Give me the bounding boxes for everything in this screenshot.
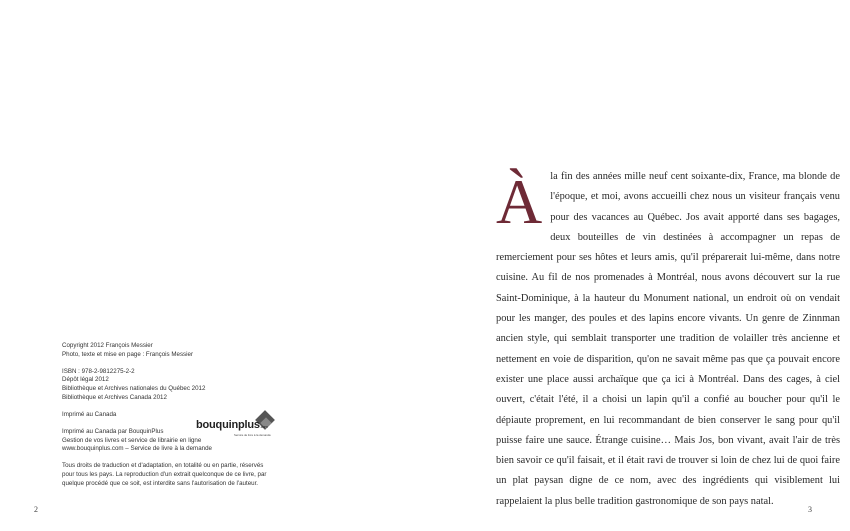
colophon-line: quelque procédé que ce soit, est interdite sans l'autorisation de l'auteur. (62, 479, 259, 487)
body-paragraph (496, 167, 840, 512)
logo-suffix: .com (259, 424, 268, 429)
colophon-line: Copyright 2012 François Messier (62, 342, 153, 349)
colophon-line: Gestion de vos livres et service de librairie en ligne (62, 436, 202, 444)
colophon-line: ISBN : 978-2-9812275-2-2 (62, 367, 135, 375)
logo-tagline: Service de livre à la demande (234, 433, 271, 437)
logo-word: bouquinplus (196, 419, 260, 431)
colophon-line: Imprimé au Canada par BouquinPlus (62, 427, 164, 435)
colophon-line: Bibliothèque et Archives Canada 2012 (62, 393, 167, 401)
right-page (425, 0, 850, 531)
page-number: 2 (34, 505, 38, 514)
colophon-line: pour tous les pays. La reproduction d'un extrait quelconque de ce livre, par (62, 470, 267, 478)
body-text: la fin des années mille neuf cent soixante-dix, France, ma blonde de l'époque, et moi, avons accueilli chez nous un visiteur français venu pour des vacances au Québec. Jos avait apporté dans ses bagages, deux bouteilles de vin destinées à accompagner un repas de remerciement pour ses hôtes et leurs amis, qu'il préparerait lui-même, dans notre cuisine. Au fil de nos promenades à Montréal, nous avons découvert sur la rue Saint-Dominique, à la hauteur du Monument national, un endroit où on vendait pour les manger, des poules et des lapins encore vivants. Un genre de Zinnman ancien style, qui semblait transporter une tradition de volailler très ancienne et nettement en voie de disparition, qu'on ne savait même pas que ça pouvait encore exister une place aussi archaïque que ça ici à Montréal. Dans des cages, à ciel ouvert, c'était l'été, il a choisi un lapin qu'il a confié au boucher pour qu'il le dépiaute proprement, en lui recommandant de bien conserver le sang pour qu'il puisse faire une sauce. Étrange cuisine… Mais Jos, bon vivant, avait l'air de très bien savoir ce qu'il faisait, et il était ravi de trouver si loin de chez lui de quoi faire un plat paysan digne de ce nom, avec des ingrédients qui visiblement lui rappelaient la plus belle tradition gastronomique de son pays natal. (496, 171, 840, 507)
colophon-line: Imprimé au Canada (62, 410, 117, 418)
drop-cap: À (496, 166, 543, 237)
colophon-line: Bibliothèque et Archives nationales du Québec 2012 (62, 384, 206, 392)
colophon-line: Photo, texte et mise en page : François Messier (62, 350, 194, 358)
colophon-line: Dépôt légal 2012 (62, 376, 109, 384)
page-number: 3 (808, 505, 812, 514)
bouquinplus-logo (196, 413, 276, 443)
colophon-line: www.bouquinplus.com – Service de livre à la demande (62, 445, 212, 453)
colophon-line: Tous droits de traduction et d'adaptation, en totalité ou en partie, réservés (62, 462, 264, 470)
